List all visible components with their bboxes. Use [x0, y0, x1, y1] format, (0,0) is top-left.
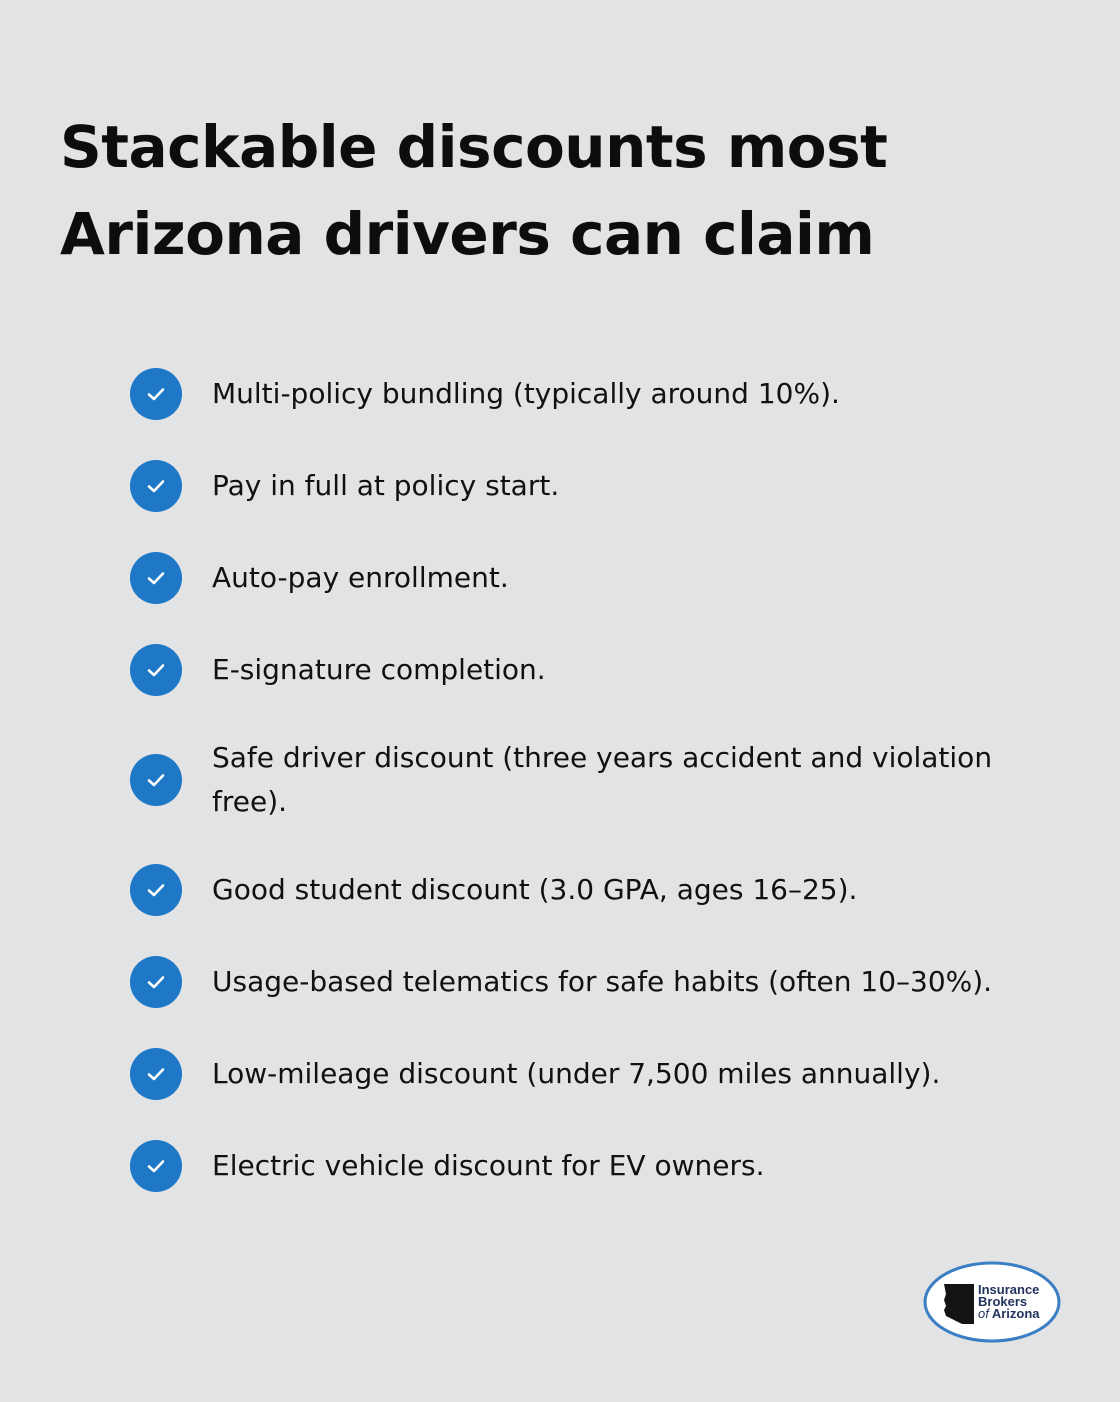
company-logo [922, 1260, 1062, 1344]
logo-line-1: Insurance [978, 1282, 1040, 1297]
list-item [130, 552, 1050, 604]
logo-line-3-of: of [978, 1306, 989, 1321]
list-item-label: Electric vehicle discount for EV owners. [212, 1149, 765, 1182]
check-circle-icon [130, 460, 182, 512]
check-circle-icon [130, 368, 182, 420]
check-circle-icon [130, 1140, 182, 1192]
logo-line-3-name: Arizona [991, 1306, 1040, 1321]
list-item-label: Good student discount (3.0 GPA, ages 16–25). [212, 873, 858, 906]
check-circle-icon [130, 552, 182, 604]
logo-line-2: Brokers [978, 1294, 1028, 1309]
list-item-label: Usage-based telematics for safe habits (often 10–30%). [212, 965, 993, 998]
list-item-label: Low-mileage discount (under 7,500 miles annually). [212, 1057, 941, 1090]
check-circle-icon [130, 644, 182, 696]
svg-text:ofArizona [978, 1306, 1040, 1321]
list-item [130, 368, 1050, 420]
page-title-line-1: Stackable discounts most [60, 113, 888, 181]
check-circle-icon [130, 864, 182, 916]
list-item [130, 736, 1050, 824]
check-circle-icon [130, 1048, 182, 1100]
list-item-label: Multi-policy bundling (typically around 10%). [212, 377, 840, 410]
list-item [130, 1140, 1050, 1192]
check-circle-icon [130, 956, 182, 1008]
list-item [130, 956, 1050, 1008]
list-item-label: Safe driver discount (three years accident and violation free). [212, 741, 993, 818]
list-item [130, 1048, 1050, 1100]
list-item [130, 864, 1050, 916]
list-item [130, 644, 1050, 696]
list-item-label: Pay in full at policy start. [212, 469, 560, 502]
page-title-line-2: Arizona drivers can claim [60, 200, 875, 268]
check-circle-icon [130, 754, 182, 806]
list-item-label: E-signature completion. [212, 653, 546, 686]
list-item [130, 460, 1050, 512]
list-item-label: Auto-pay enrollment. [212, 561, 509, 594]
